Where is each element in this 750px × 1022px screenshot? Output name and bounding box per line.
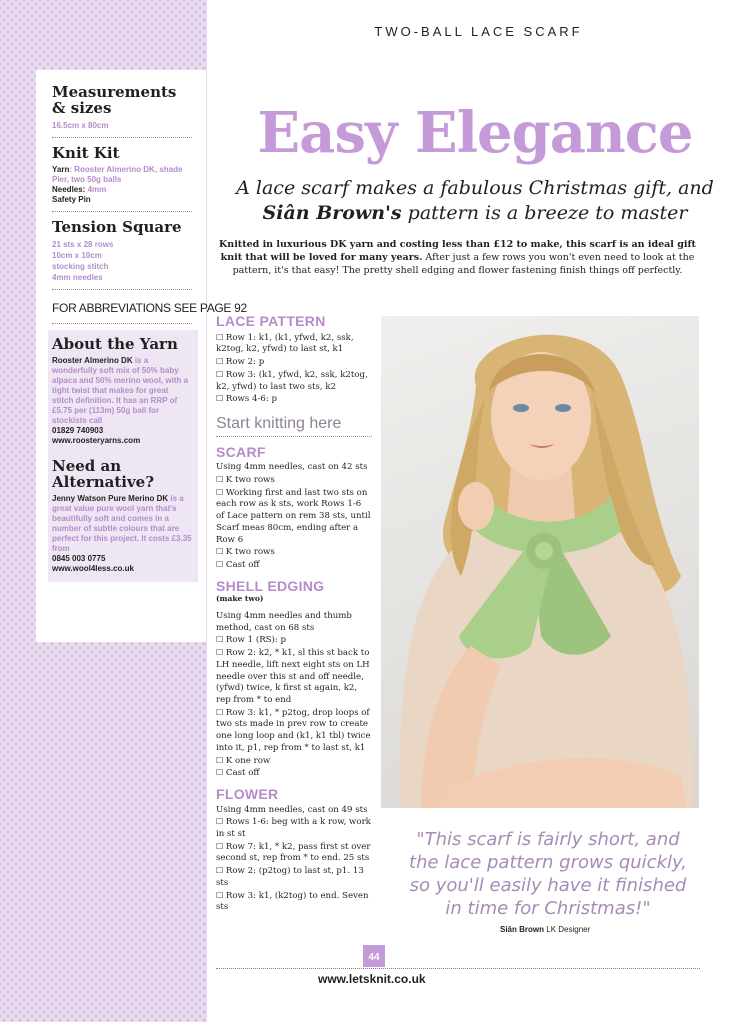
checkbox-icon[interactable]: ☐	[216, 547, 224, 557]
website-url[interactable]: www.letsknit.co.uk	[318, 972, 426, 986]
pattern-row	[216, 755, 372, 768]
row-text: K two rows	[225, 547, 275, 558]
row-text: Cast off	[225, 768, 260, 779]
checkbox-icon[interactable]: ☐	[216, 369, 224, 379]
checkbox-icon[interactable]: ☐	[216, 841, 224, 851]
tension-title: Tension Square	[52, 218, 182, 236]
row-text: Rows 4-6: p	[225, 394, 278, 405]
checkbox-icon[interactable]: ☐	[216, 648, 224, 658]
checkbox-icon[interactable]: ☐	[216, 332, 224, 342]
yarn-label: Yarn	[52, 165, 70, 174]
quote-role: LK Designer	[544, 925, 591, 934]
row-text: K two rows	[225, 475, 275, 486]
abbreviations-note: FOR ABBREVIATIONS SEE PAGE 92	[52, 297, 192, 324]
pattern-row	[216, 356, 372, 369]
pattern-row	[216, 369, 372, 393]
alt-yarn-description: is a great value pure wool yarn that's beautifully soft and comes in a number of subtle colours that are perfect for this project. It costs £3.35 from	[52, 494, 192, 553]
yarn-value: : Rooster Almerino DK, shade Pier, two 50g balls	[52, 165, 183, 184]
pattern-row	[216, 707, 372, 755]
extra-item: Safety Pin	[52, 195, 91, 204]
checkbox-icon[interactable]: ☐	[216, 475, 224, 485]
tension-section	[52, 219, 192, 290]
footer-divider	[216, 968, 700, 969]
checkbox-icon[interactable]: ☐	[216, 755, 224, 765]
row-text: Row 3: (k1, yfwd, k2, ssk, k2tog, k2, yfwd) to last two sts, k2	[216, 369, 368, 392]
row-text: Row 2: (p2tog) to last st, p1. 13 sts	[216, 866, 364, 888]
row-text: Row 3: k1, * p2tog, drop loops of two sts made in prev row to create one long loop and (k1, k1 tbl) twice into it, p1, rep from * to last st, k1	[216, 707, 371, 753]
checkbox-icon[interactable]: ☐	[216, 817, 224, 827]
shell-intro: Using 4mm needles and thumb method, cast on 68 sts	[216, 611, 352, 633]
checkbox-icon[interactable]: ☐	[216, 890, 224, 900]
pattern-row	[216, 816, 372, 840]
article-kicker: TWO-BALL LACE SCARF	[374, 24, 583, 39]
knit-kit-section	[52, 145, 192, 212]
pull-quote: "This scarf is fairly short, and the lace pattern grows quickly, so you'll easily have it finished in time for Christmas!"	[409, 829, 687, 919]
row-text: Working first and last two sts on each row as k sts, work Rows 1-6 of Lace pattern on rem 38 sts, until Scarf meas 80cm, ending after a Row 6	[216, 487, 371, 545]
row-text: Row 3: k1, (k2tog) to end. Seven sts	[216, 890, 369, 913]
tension-line: 10cm x 10cm	[52, 251, 102, 260]
row-text: Row 2: k2, * k1, sl this st back to LH needle, lift next eight sts on LH needle over this st and off needle, (yfwd) twice, k first st again, k2, rep from * to end	[216, 648, 370, 705]
lace-pattern-heading: LACE PATTERN	[216, 313, 326, 329]
scarf-intro: Using 4mm needles, cast on 42 sts	[216, 462, 368, 473]
model-illustration	[381, 316, 699, 808]
row-text: K one row	[225, 755, 271, 766]
yarn-name: Rooster Almerino DK	[52, 356, 133, 365]
pattern-row	[216, 634, 372, 647]
row-text: Rows 1-6: beg with a k row, work in st st	[216, 817, 371, 840]
pattern-row	[216, 841, 372, 865]
model-photo	[381, 316, 699, 808]
alt-url[interactable]: www.wool4less.co.uk	[52, 564, 134, 573]
pattern-row	[216, 767, 372, 780]
subhead-line-1: A lace scarf makes a fabulous Christmas gift, and	[236, 177, 714, 199]
row-text: Row 1: k1, (k1, yfwd, k2, ssk, k2tog, k2, yfwd) to last st, k1	[216, 332, 354, 355]
checkbox-icon[interactable]: ☐	[216, 707, 224, 717]
pattern-row	[216, 890, 372, 914]
row-text: Row 7: k1, * k2, pass first st over second st, rep from * to end. 25 sts	[216, 841, 371, 864]
needles-value: 4mm	[87, 185, 107, 194]
shell-edging-heading: SHELL EDGING	[216, 577, 325, 594]
intro-bold: Knitted in luxurious DK yarn and costing less than £12 to make, this scarf is an ideal gift knit that will be loved for many years.	[219, 239, 696, 263]
row-text: Cast off	[225, 559, 260, 570]
alt-yarn-name: Jenny Watson Pure Merino DK	[52, 494, 169, 503]
checkbox-icon[interactable]: ☐	[216, 768, 224, 778]
yarn-phone: 01829 740903	[52, 426, 104, 435]
alternative-title: Need an Alternative?	[52, 457, 155, 491]
row-text: Row 2: p	[225, 357, 265, 368]
yarn-description: is a wonderfully soft mix of 50% baby alpaca and 50% merino wool, with a tight twist that makes for great stitch definition. It has an RRP of £5.75 per (113m) 50g ball for stockists call	[52, 356, 189, 425]
subhead-line-2: pattern is a breeze to master	[401, 202, 688, 224]
pattern-row	[216, 647, 372, 707]
pattern-row	[216, 559, 372, 572]
quote-attribution	[500, 925, 590, 934]
checkbox-icon[interactable]: ☐	[216, 394, 224, 404]
intro-paragraph	[215, 238, 700, 277]
tension-line: 21 sts x 28 rows	[52, 240, 114, 249]
pattern-row	[216, 474, 372, 487]
measurements-title: Measurements & sizes	[52, 83, 177, 117]
page-number: 44	[363, 945, 385, 967]
author-name: Siân Brown's	[262, 202, 402, 224]
pattern-row	[216, 487, 372, 547]
about-yarn-title: About the Yarn	[52, 335, 178, 353]
flower-heading: FLOWER	[216, 785, 279, 802]
needles-label: Needles:	[52, 185, 88, 194]
scarf-heading: SCARF	[216, 443, 266, 460]
yarn-info-box	[48, 330, 198, 582]
pattern-row	[216, 332, 372, 356]
pattern-column	[216, 313, 372, 914]
row-text: Row 1 (RS): p	[225, 635, 287, 646]
checkbox-icon[interactable]: ☐	[216, 635, 224, 645]
alt-phone: 0845 003 0775	[52, 554, 106, 563]
checkbox-icon[interactable]: ☐	[216, 487, 224, 497]
pattern-row	[216, 546, 372, 559]
shell-subheading: (make two)	[216, 594, 264, 604]
start-knitting-divider: Start knitting here	[216, 410, 372, 437]
checkbox-icon[interactable]: ☐	[216, 357, 224, 367]
flower-intro: Using 4mm needles, cast on 49 sts	[216, 804, 368, 815]
measurements-section	[52, 84, 192, 138]
headline: Easy Elegance	[257, 100, 693, 166]
yarn-url[interactable]: www.roosteryarns.com	[52, 436, 141, 445]
checkbox-icon[interactable]: ☐	[216, 559, 224, 569]
checkbox-icon[interactable]: ☐	[216, 866, 224, 876]
tension-line: stocking stitch	[52, 262, 109, 271]
quote-name: Siân Brown	[500, 925, 545, 934]
tension-line: 4mm needles	[52, 273, 103, 282]
knit-kit-title: Knit Kit	[52, 144, 120, 162]
subheadline	[215, 176, 735, 226]
intro-rest: After just a few rows you won't even need to look at the pattern, it's that easy! The pretty shell edging and flower fastening finish things off perfectly.	[232, 252, 695, 276]
pattern-row	[216, 393, 372, 406]
measurements-value: 16.5cm x 80cm	[52, 121, 109, 130]
pattern-row	[216, 865, 372, 889]
